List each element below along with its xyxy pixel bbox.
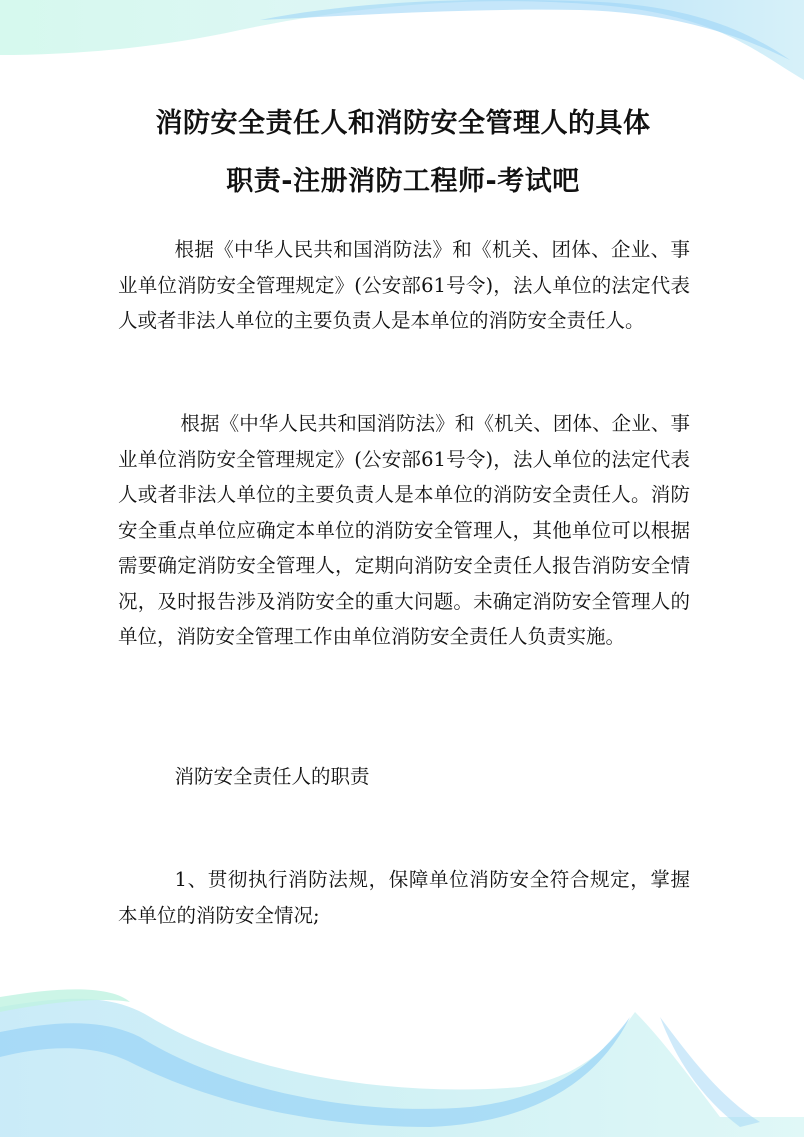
title-line-1: 消防安全责任人和消防安全管理人的具体 — [155, 108, 651, 139]
paragraph-intro: 根据《中华人民共和国消防法》和《机关、团体、企业、事业单位消防安全管理规定》(公安部61号令)，法人单位的法定代表人或者非法人单位的主要负责人是本单位的消防安全责任人。 — [118, 238, 690, 332]
list-item: 1、贯彻执行消防法规，保障单位消防安全符合规定，掌握本单位的消防安全情况; — [118, 868, 690, 927]
document-title — [98, 95, 708, 211]
decorative-wave-top — [0, 0, 804, 80]
decorative-wave-bottom — [0, 977, 804, 1137]
paragraph-detail: 根据《中华人民共和国消防法》和《机关、团体、企业、事业单位消防安全管理规定》(公安部61号令)，法人单位的法定代表人或者非法人单位的主要负责人是本单位的消防安全责任人。消防安全重点单位应确定本单位的消防安全管理人，其他单位可以根据需要确定消防安全管理人，定期向消防安全责任人报告消防安全情况，及时报告涉及消防安全的重大问题。未确定消防安全管理人的单位，消防安全管理工作由单位消防安全责任人负责实施。 — [118, 412, 690, 648]
title-line-2: 职责-注册消防工程师-考试吧 — [226, 166, 580, 197]
section-heading: 消防安全责任人的职责 — [174, 765, 370, 788]
